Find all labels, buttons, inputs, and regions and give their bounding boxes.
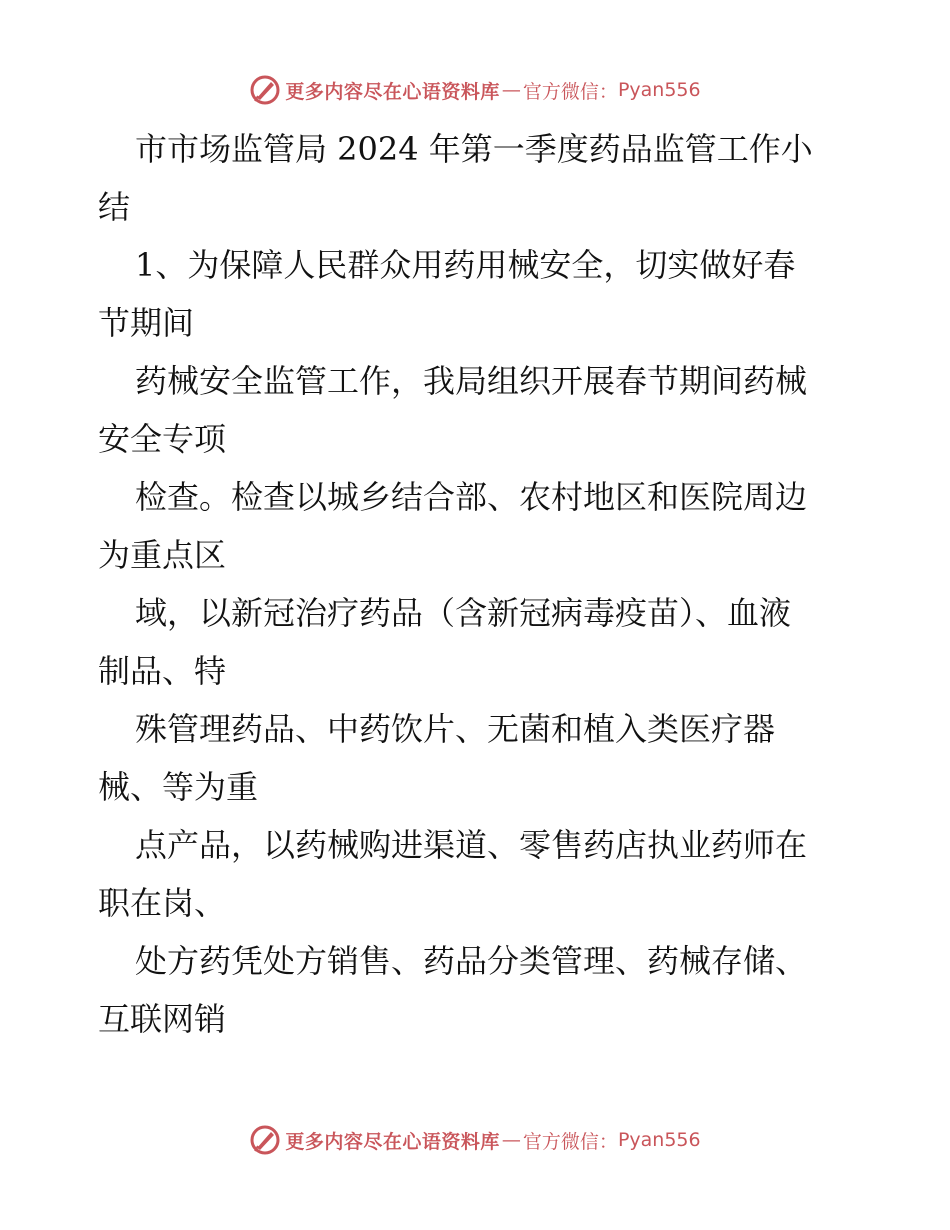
document-title-line-continued: 结 xyxy=(98,188,131,226)
paragraph-line: 械、等为重 xyxy=(98,768,259,806)
paragraph-line: 职在岗、 xyxy=(98,884,227,922)
header-banner[interactable] xyxy=(0,72,950,108)
paragraph-line: 检查。检查以城乡结合部、农村地区和医院周边 xyxy=(135,478,808,516)
footer-promo-text: 更多内容尽在心语资料库 xyxy=(285,1130,500,1153)
footer-banner[interactable] xyxy=(0,1122,950,1158)
footer-contact-label: 官方微信： xyxy=(522,1130,618,1153)
paragraph-line: 殊管理药品、中药饮片、无菌和植入类医疗器 xyxy=(135,710,776,748)
header-dash: — xyxy=(501,79,521,101)
footer-dash: — xyxy=(501,1129,521,1151)
paragraph-line: 域，以新冠治疗药品（含新冠病毒疫苗）、血液 xyxy=(135,594,792,632)
paragraph-line: 药械安全监管工作，我局组织开展春节期间药械 xyxy=(135,362,808,400)
header-promo-text: 更多内容尽在心语资料库 xyxy=(285,80,500,103)
paragraph-line: 制品、特 xyxy=(98,652,227,690)
quill-logo-icon xyxy=(249,74,281,106)
paragraph-line: 互联网销 xyxy=(98,1000,227,1038)
paragraph-line: 节期间 xyxy=(98,304,195,342)
paragraph-line: 处方药凭处方销售、药品分类管理、药械存储、 xyxy=(135,942,808,980)
header-contact-id: Pyan556 xyxy=(617,79,701,101)
footer-contact-id: Pyan556 xyxy=(617,1129,701,1151)
paragraph-line: 为重点区 xyxy=(98,536,227,574)
quill-logo-icon xyxy=(249,1124,281,1156)
header-contact-label: 官方微信： xyxy=(522,80,618,103)
paragraph-line: 点产品，以药械购进渠道、零售药店执业药师在 xyxy=(135,826,808,864)
paragraph-line: 安全专项 xyxy=(98,420,227,458)
document-title-line: 市市场监管局 2024 年第一季度药品监管工作小 xyxy=(135,130,813,168)
paragraph-line: 1、为保障人民群众用药用械安全，切实做好春 xyxy=(135,246,796,284)
document-body xyxy=(98,120,858,1048)
